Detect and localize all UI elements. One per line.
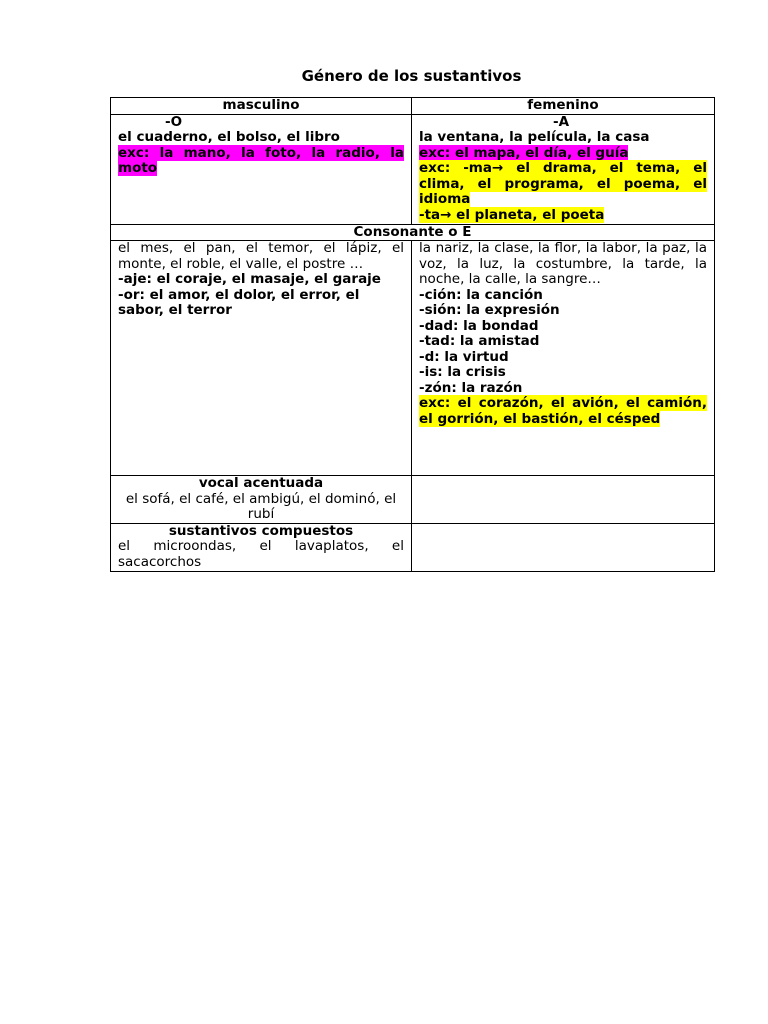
row-consonant	[111, 241, 715, 476]
fem-suffix-item: -tad: la amistad	[419, 333, 540, 349]
row-compuestos	[111, 523, 715, 571]
row-vocal-acentuada	[111, 476, 715, 524]
compuestos-heading: sustantivos compuestos	[168, 522, 354, 539]
fem-suffix-item: -d: la virtud	[419, 348, 509, 365]
masc-cons-examples: el mes, el pan, el temor, el lápiz, el monte, el roble, el valle, el postre …	[118, 240, 404, 272]
vocal-heading: vocal acentuada	[198, 475, 324, 491]
fem-a-examples: la ventana, la película, la casa	[419, 129, 650, 145]
fem-suffix-item: -zón: la razón	[419, 379, 523, 396]
masc-o-heading: -O	[165, 113, 183, 130]
cell-masc-consonant	[111, 241, 412, 476]
masc-o-exceptions: exc: la mano, la foto, la radio, la moto	[118, 144, 404, 176]
fem-ma-exceptions: exc: -ma→ el drama, el tema, el clima, el programa, el poema, el idioma	[419, 160, 707, 207]
cell-vocal-acentuada	[111, 476, 412, 524]
header-femenino: femenino	[412, 98, 715, 115]
header-masculino: masculino	[111, 98, 412, 115]
row-o-a	[111, 114, 715, 224]
cell-fem-a	[412, 114, 715, 224]
fem-cons-exceptions: exc: el corazón, el avión, el camión, el gorrión, el bastión, el césped	[419, 395, 707, 427]
gender-table	[110, 97, 715, 572]
cell-masc-o	[111, 114, 412, 224]
masc-o-examples: el cuaderno, el bolso, el libro	[118, 129, 340, 145]
fem-cons-examples: la nariz, la clase, la flor, la labor, la paz, la voz, la luz, la costumbre, la tarde, la noche, la calle, la sangre…	[419, 240, 707, 287]
cell-fem-consonant	[412, 241, 715, 476]
fem-a-exceptions: exc: el mapa, el día, el guía	[419, 144, 629, 161]
fem-suffix-item: -is: la crisis	[419, 364, 506, 380]
fem-suffix-item: -dad: la bondad	[419, 317, 539, 334]
masc-aje-rule: -aje: el coraje, el masaje, el garaje	[118, 271, 381, 287]
cell-compuestos	[111, 523, 412, 571]
fem-suffix-item: -ción: la canción	[419, 286, 543, 303]
fem-a-heading: -A	[553, 113, 570, 130]
compuestos-examples: el microondas, el lavaplatos, el sacacorchos	[118, 538, 404, 570]
vocal-examples: el sofá, el café, el ambigú, el dominó, el rubí	[125, 490, 397, 522]
cell-vocal-empty	[412, 476, 715, 524]
fem-ta-exceptions: -ta→ el planeta, el poeta	[419, 206, 605, 223]
masc-or-rule: -or: el amor, el dolor, el error, el sabor, el terror	[118, 286, 360, 318]
consonant-header-row	[111, 224, 715, 241]
cell-compuestos-empty	[412, 523, 715, 571]
page-title: Género de los sustantivos	[301, 67, 522, 85]
table-header-row	[111, 98, 715, 115]
fem-suffix-item: -sión: la expresión	[419, 302, 560, 318]
consonant-header: Consonante o E	[111, 224, 715, 241]
